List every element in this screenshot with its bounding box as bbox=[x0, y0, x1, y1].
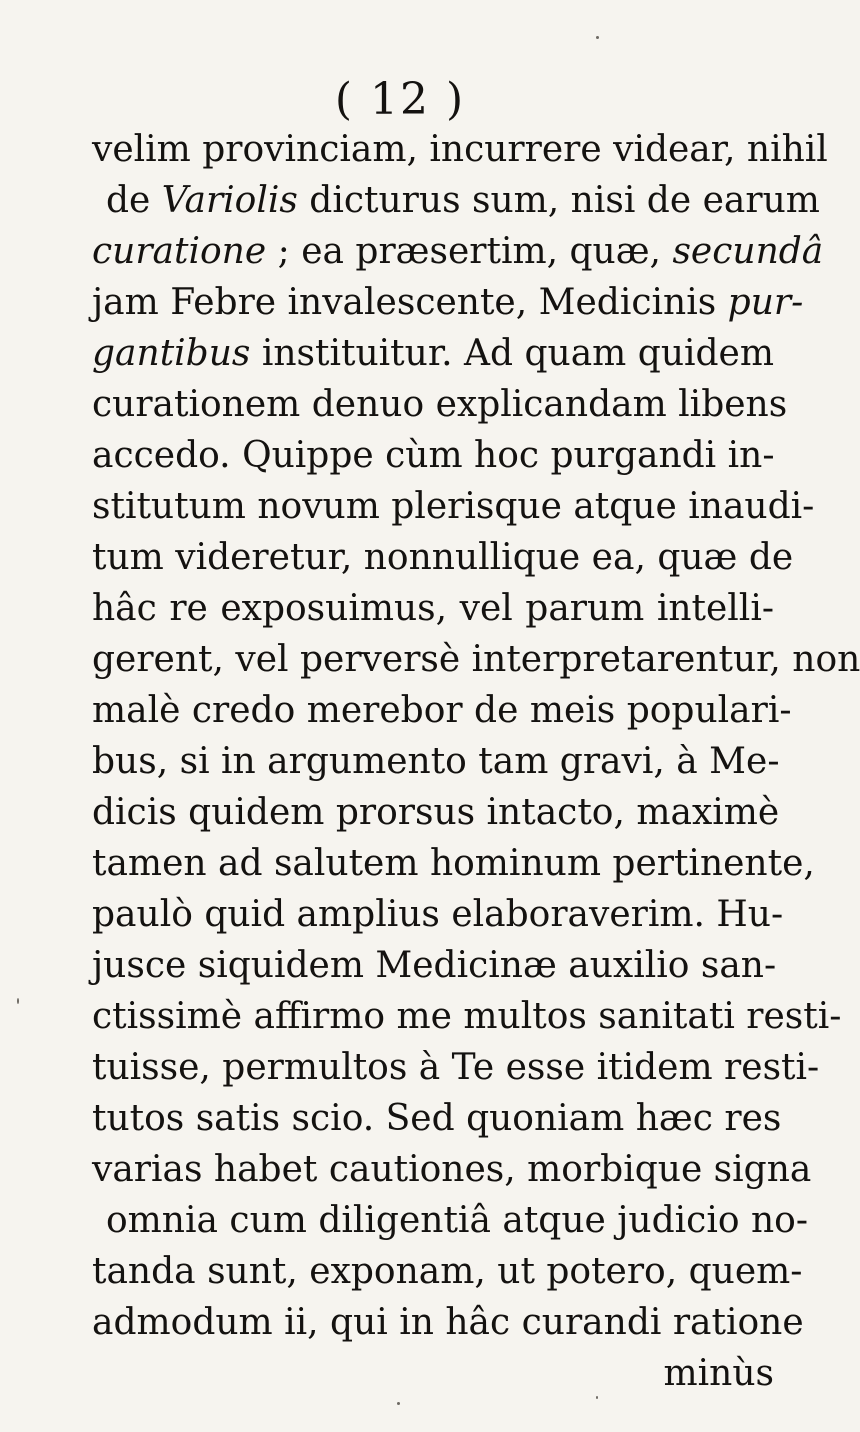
page-number: ( 12 ) bbox=[334, 74, 466, 125]
text-line bbox=[92, 1144, 812, 1195]
text-run: de bbox=[106, 180, 162, 221]
text-line bbox=[92, 787, 780, 838]
text-run: gerent, vel perversè interpretarentur, non bbox=[92, 639, 860, 680]
text-run: stitutum novum plerisque atque inaudi- bbox=[92, 486, 815, 527]
italic-word: curatione bbox=[92, 231, 267, 272]
text-line bbox=[92, 685, 792, 736]
text-run: tutos satis scio. Sed quoniam hæc res bbox=[92, 1098, 782, 1139]
body-text bbox=[92, 124, 860, 1399]
text-line bbox=[92, 1042, 820, 1093]
text-line bbox=[92, 583, 774, 634]
text-run: curationem denuo explicandam libens bbox=[92, 384, 788, 425]
text-line bbox=[92, 481, 815, 532]
text-run: paulò quid amplius elaboraverim. Hu- bbox=[92, 894, 784, 935]
text-line bbox=[92, 430, 774, 481]
text-run: dicturus sum, nisi de earum bbox=[297, 180, 820, 221]
text-line bbox=[92, 1093, 782, 1144]
text-run: varias habet cautiones, morbique signa bbox=[92, 1149, 812, 1190]
italic-word: pur- bbox=[727, 282, 804, 323]
text-run: jusce siquidem Medicinæ auxilio san- bbox=[92, 945, 777, 986]
italic-word: Variolis bbox=[161, 180, 298, 221]
text-run: instituitur. Ad quam quidem bbox=[250, 333, 774, 374]
paper-speck bbox=[596, 36, 599, 39]
text-run: velim provinciam, incurrere videar, nihil bbox=[92, 129, 828, 170]
text-line bbox=[92, 991, 842, 1042]
text-line bbox=[92, 379, 788, 430]
text-run: malè credo merebor de meis populari- bbox=[92, 690, 792, 731]
text-run: tanda sunt, exponam, ut potero, quem- bbox=[92, 1251, 803, 1292]
text-line bbox=[92, 124, 828, 175]
paper-speck bbox=[596, 1396, 598, 1399]
text-run: ctissimè affirmo me multos sanitati resti- bbox=[92, 996, 842, 1037]
italic-word: gantibus bbox=[92, 333, 251, 374]
text-line bbox=[92, 1246, 803, 1297]
text-run: hâc re exposuimus, vel parum intelli- bbox=[92, 588, 774, 629]
text-run: dicis quidem prorsus intacto, maximè bbox=[92, 792, 780, 833]
text-run: omnia cum diligentiâ atque judicio no- bbox=[106, 1200, 808, 1241]
text-run: jam Febre invalescente, Medicinis bbox=[92, 282, 728, 323]
text-line bbox=[92, 736, 780, 787]
text-run: accedo. Quippe cùm hoc purgandi in- bbox=[92, 435, 775, 476]
italic-word: secundâ bbox=[672, 231, 824, 272]
text-line bbox=[92, 634, 860, 685]
text-run: tum videretur, nonnullique ea, quæ de bbox=[92, 537, 794, 578]
text-run: minùs bbox=[663, 1353, 774, 1394]
text-line bbox=[92, 277, 804, 328]
text-line bbox=[92, 889, 784, 940]
text-run: admodum ii, qui in hâc curandi ratione bbox=[92, 1302, 804, 1343]
text-line bbox=[92, 940, 777, 991]
text-line bbox=[92, 1297, 804, 1348]
text-line bbox=[92, 328, 774, 379]
text-line bbox=[92, 175, 820, 226]
paper-speck bbox=[17, 998, 19, 1004]
text-run: tamen ad salutem hominum pertinente, bbox=[92, 843, 815, 884]
text-run: tuisse, permultos à Te esse itidem resti- bbox=[92, 1047, 820, 1088]
text-line bbox=[92, 838, 815, 889]
text-line bbox=[92, 1348, 774, 1399]
text-line bbox=[92, 226, 824, 277]
text-run: bus, si in argumento tam gravi, à Me- bbox=[92, 741, 780, 782]
text-run: ; ea præsertim, quæ, bbox=[266, 231, 673, 272]
paper-speck bbox=[397, 1402, 400, 1405]
text-line bbox=[92, 1195, 808, 1246]
text-line bbox=[92, 532, 794, 583]
